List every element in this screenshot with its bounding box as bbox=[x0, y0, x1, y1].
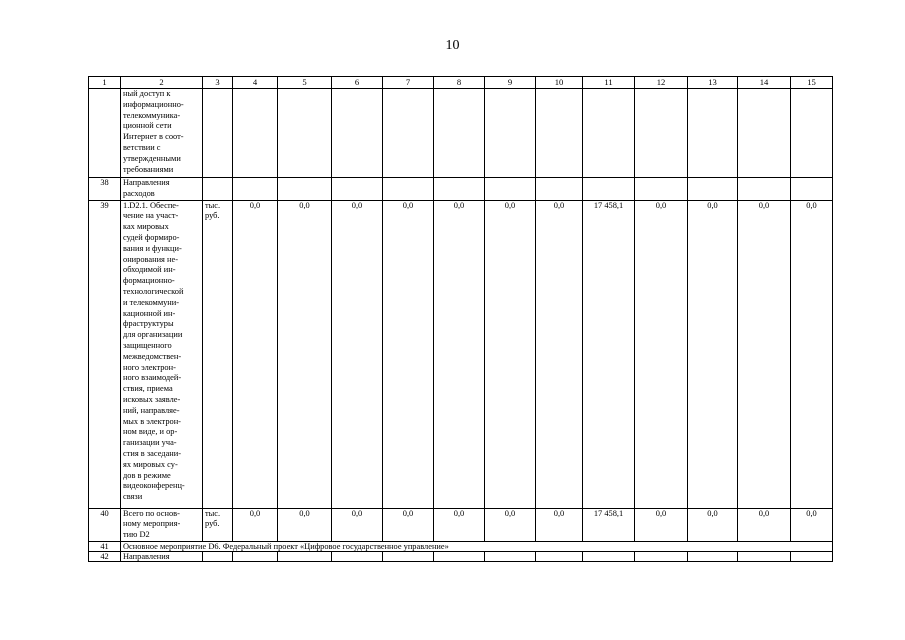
value-cell bbox=[688, 551, 738, 561]
header-cell: 2 bbox=[121, 77, 203, 89]
value-cell bbox=[635, 551, 688, 561]
row-number-cell: 42 bbox=[89, 551, 121, 561]
value-cell bbox=[583, 551, 635, 561]
value-cell: 0,0 bbox=[688, 508, 738, 541]
value-cell: 0,0 bbox=[233, 508, 278, 541]
unit-cell bbox=[203, 178, 233, 201]
row-number-cell: 40 bbox=[89, 508, 121, 541]
value-cell: 0,0 bbox=[738, 200, 791, 508]
table-header-row bbox=[89, 77, 833, 89]
value-cell: 0,0 bbox=[332, 200, 383, 508]
value-cell bbox=[233, 551, 278, 561]
value-cell: 0,0 bbox=[278, 200, 332, 508]
row-name-cell: ный доступ к информационно- телекоммуника- ционной сети Интернет в соот- ветствии с утвержденными требованиями bbox=[121, 89, 203, 178]
value-cell: 17 458,1 bbox=[583, 200, 635, 508]
value-cell bbox=[536, 551, 583, 561]
value-cell bbox=[383, 178, 434, 201]
row-name-cell: Направления bbox=[121, 551, 203, 561]
value-cell: 0,0 bbox=[383, 508, 434, 541]
value-cell bbox=[791, 178, 833, 201]
value-cell: 0,0 bbox=[635, 508, 688, 541]
header-cell: 7 bbox=[383, 77, 434, 89]
page-number: 10 bbox=[445, 38, 460, 53]
unit-cell: тыс. руб. bbox=[203, 200, 233, 508]
header-cell: 10 bbox=[536, 77, 583, 89]
header-cell: 3 bbox=[203, 77, 233, 89]
value-cell bbox=[485, 551, 536, 561]
value-cell bbox=[383, 551, 434, 561]
row-number-cell: 41 bbox=[89, 541, 121, 551]
row-number-cell: 39 bbox=[89, 200, 121, 508]
table-row-38 bbox=[89, 178, 833, 201]
section-title-cell: Основное мероприятие D6. Федеральный проект «Цифровое государственное управление» bbox=[121, 541, 833, 551]
value-cell bbox=[278, 89, 332, 178]
table-row-continuation bbox=[89, 89, 833, 178]
header-cell: 4 bbox=[233, 77, 278, 89]
value-cell bbox=[583, 178, 635, 201]
header-cell: 14 bbox=[738, 77, 791, 89]
table-row-39 bbox=[89, 200, 833, 508]
value-cell bbox=[635, 178, 688, 201]
table-row-40 bbox=[89, 508, 833, 541]
unit-cell bbox=[203, 551, 233, 561]
value-cell bbox=[688, 178, 738, 201]
value-cell: 0,0 bbox=[233, 200, 278, 508]
value-cell: 0,0 bbox=[635, 200, 688, 508]
value-cell bbox=[332, 89, 383, 178]
value-cell bbox=[434, 178, 485, 201]
value-cell: 0,0 bbox=[485, 200, 536, 508]
value-cell bbox=[233, 178, 278, 201]
value-cell bbox=[434, 551, 485, 561]
header-cell: 13 bbox=[688, 77, 738, 89]
value-cell: 0,0 bbox=[791, 200, 833, 508]
value-cell bbox=[434, 89, 485, 178]
value-cell: 0,0 bbox=[434, 200, 485, 508]
value-cell bbox=[485, 89, 536, 178]
value-cell: 0,0 bbox=[278, 508, 332, 541]
value-cell bbox=[738, 178, 791, 201]
header-cell: 12 bbox=[635, 77, 688, 89]
value-cell bbox=[383, 89, 434, 178]
value-cell: 0,0 bbox=[332, 508, 383, 541]
value-cell bbox=[485, 178, 536, 201]
row-number-cell bbox=[89, 89, 121, 178]
value-cell bbox=[278, 178, 332, 201]
value-cell bbox=[583, 89, 635, 178]
value-cell: 0,0 bbox=[738, 508, 791, 541]
value-cell: 0,0 bbox=[791, 508, 833, 541]
value-cell bbox=[635, 89, 688, 178]
unit-cell: тыс. руб. bbox=[203, 508, 233, 541]
value-cell bbox=[278, 551, 332, 561]
value-cell bbox=[688, 89, 738, 178]
row-number-cell: 38 bbox=[89, 178, 121, 201]
header-cell: 8 bbox=[434, 77, 485, 89]
value-cell bbox=[536, 89, 583, 178]
value-cell bbox=[791, 89, 833, 178]
value-cell bbox=[738, 89, 791, 178]
value-cell bbox=[332, 178, 383, 201]
value-cell bbox=[332, 551, 383, 561]
value-cell: 0,0 bbox=[536, 508, 583, 541]
value-cell bbox=[536, 178, 583, 201]
value-cell: 0,0 bbox=[383, 200, 434, 508]
header-cell: 1 bbox=[89, 77, 121, 89]
budget-table bbox=[88, 76, 833, 562]
value-cell: 0,0 bbox=[688, 200, 738, 508]
row-name-cell: 1.D2.1. Обеспе- чение на участ- ках мировых судей формиро- вания и функци- онирования не- обходимой ин- формационно- технологической и телекоммуни- кационной ин- фраструктуры для организации защищенного межведомствен- ного электрон- ного взаимодей- ствия, приема исковых заявле- ний, направляе- мых в электрон- ном виде, и ор- ганизации уча- стия в заседани- ях мировых су- дов в режиме видеоконференц- связи bbox=[121, 200, 203, 508]
value-cell: 0,0 bbox=[434, 508, 485, 541]
row-name-cell: Всего по основ- ному мероприя- тию D2 bbox=[121, 508, 203, 541]
header-cell: 9 bbox=[485, 77, 536, 89]
row-name-cell: Направления расходов bbox=[121, 178, 203, 201]
value-cell bbox=[233, 89, 278, 178]
value-cell: 0,0 bbox=[485, 508, 536, 541]
table-row-42 bbox=[89, 551, 833, 561]
header-cell: 5 bbox=[278, 77, 332, 89]
header-cell: 11 bbox=[583, 77, 635, 89]
value-cell bbox=[738, 551, 791, 561]
unit-cell bbox=[203, 89, 233, 178]
header-cell: 6 bbox=[332, 77, 383, 89]
value-cell: 0,0 bbox=[536, 200, 583, 508]
value-cell: 17 458,1 bbox=[583, 508, 635, 541]
header-cell: 15 bbox=[791, 77, 833, 89]
table-row-41 bbox=[89, 541, 833, 551]
value-cell bbox=[791, 551, 833, 561]
